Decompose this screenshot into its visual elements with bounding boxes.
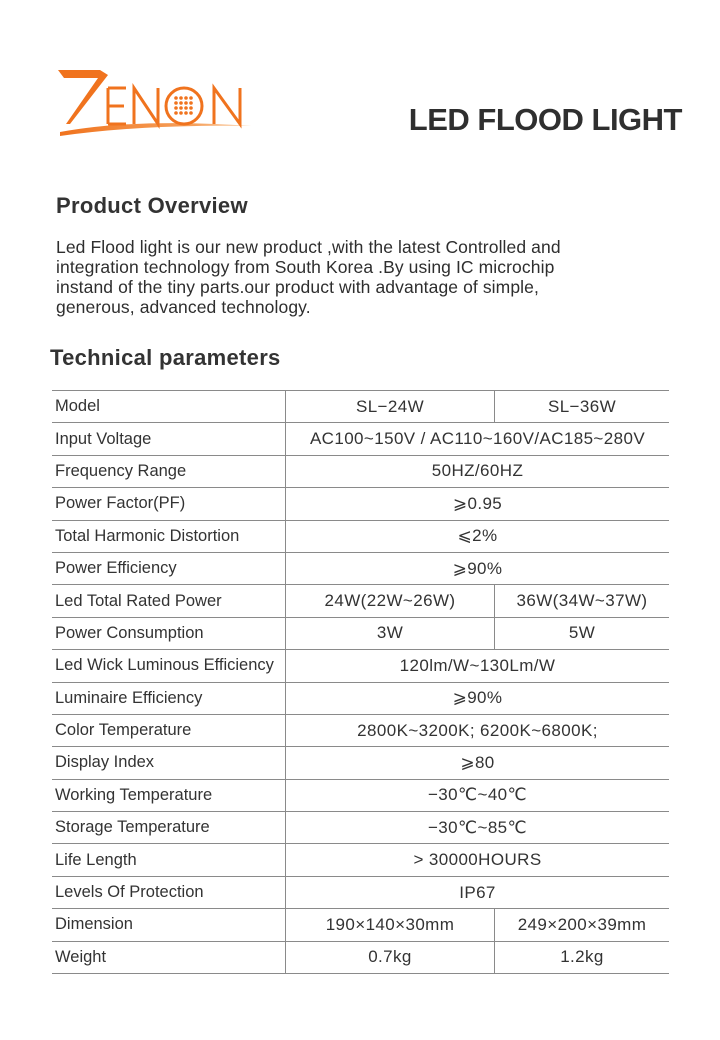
parameter-label: Total Harmonic Distortion bbox=[52, 520, 286, 552]
parameter-value: 120lm/W~130Lm/W bbox=[286, 650, 670, 682]
table-row bbox=[52, 714, 669, 746]
parameter-value: AC100~150V / AC110~160V/AC185~280V bbox=[286, 423, 670, 455]
table-row bbox=[52, 747, 669, 779]
table-row bbox=[52, 941, 669, 973]
product-overview-text bbox=[56, 237, 696, 317]
parameter-label: Weight bbox=[52, 941, 286, 973]
value-sl-24w: SL−24W bbox=[286, 391, 495, 423]
table-row bbox=[52, 682, 669, 714]
technical-parameters-heading: Technical parameters bbox=[50, 345, 281, 370]
parameter-value: ⩾90% bbox=[286, 682, 670, 714]
table-row bbox=[52, 520, 669, 552]
zenon-logo bbox=[56, 66, 256, 142]
value-sl-24w: 0.7kg bbox=[286, 941, 495, 973]
parameter-label: Working Temperature bbox=[52, 779, 286, 811]
value-sl-24w: 24W(22W~26W) bbox=[286, 585, 495, 617]
parameter-value: ⩾90% bbox=[286, 552, 670, 584]
parameter-label: Life Length bbox=[52, 844, 286, 876]
page-title: LED FLOOD LIGHT bbox=[408, 102, 682, 137]
value-sl-36w: SL−36W bbox=[495, 391, 670, 423]
table-row bbox=[52, 488, 669, 520]
parameter-label: Power Factor(PF) bbox=[52, 488, 286, 520]
value-sl-36w: 5W bbox=[495, 617, 670, 649]
value-sl-36w: 1.2kg bbox=[495, 941, 670, 973]
parameter-value: ⩾0.95 bbox=[286, 488, 670, 520]
table-row bbox=[52, 391, 669, 423]
parameter-value: ⩽2% bbox=[286, 520, 670, 552]
table-row bbox=[52, 779, 669, 811]
parameter-value: > 30000HOURS bbox=[286, 844, 670, 876]
overview-line: Led Flood light is our new product ,with the latest Controlled and bbox=[56, 237, 561, 257]
parameter-label: Input Voltage bbox=[52, 423, 286, 455]
table-row bbox=[52, 909, 669, 941]
table-row bbox=[52, 812, 669, 844]
table-row bbox=[52, 617, 669, 649]
parameter-label: Power Consumption bbox=[52, 617, 286, 649]
table-row bbox=[52, 650, 669, 682]
overview-line: instand of the tiny parts.our product with advantage of simple, bbox=[56, 277, 539, 297]
parameter-label: Color Temperature bbox=[52, 714, 286, 746]
parameter-value: IP67 bbox=[286, 876, 670, 908]
table-row bbox=[52, 423, 669, 455]
value-sl-36w: 249×200×39mm bbox=[495, 909, 670, 941]
parameter-label: Led Total Rated Power bbox=[52, 585, 286, 617]
parameter-value: 50HZ/60HZ bbox=[286, 455, 670, 487]
technical-parameters-table bbox=[52, 390, 669, 974]
parameter-label: Display Index bbox=[52, 747, 286, 779]
value-sl-24w: 3W bbox=[286, 617, 495, 649]
table-row bbox=[52, 455, 669, 487]
parameter-value: ⩾80 bbox=[286, 747, 670, 779]
parameter-label: Led Wick Luminous Efficiency bbox=[52, 650, 286, 682]
parameter-label: Power Efficiency bbox=[52, 552, 286, 584]
parameter-label: Model bbox=[52, 391, 286, 423]
parameter-value: −30℃~85℃ bbox=[286, 812, 670, 844]
parameter-label: Luminaire Efficiency bbox=[52, 682, 286, 714]
parameter-label: Dimension bbox=[52, 909, 286, 941]
table-row bbox=[52, 552, 669, 584]
parameter-label: Frequency Range bbox=[52, 455, 286, 487]
value-sl-36w: 36W(34W~37W) bbox=[495, 585, 670, 617]
overview-line: integration technology from South Korea .By using IC microchip bbox=[56, 257, 555, 277]
parameter-label: Storage Temperature bbox=[52, 812, 286, 844]
overview-line: generous, advanced technology. bbox=[56, 297, 311, 317]
table-row bbox=[52, 844, 669, 876]
parameter-value: 2800K~3200K; 6200K~6800K; bbox=[286, 714, 670, 746]
parameter-label: Levels Of Protection bbox=[52, 876, 286, 908]
parameter-value: −30℃~40℃ bbox=[286, 779, 670, 811]
product-overview-heading: Product Overview bbox=[56, 193, 248, 218]
table-row bbox=[52, 876, 669, 908]
table-row bbox=[52, 585, 669, 617]
value-sl-24w: 190×140×30mm bbox=[286, 909, 495, 941]
